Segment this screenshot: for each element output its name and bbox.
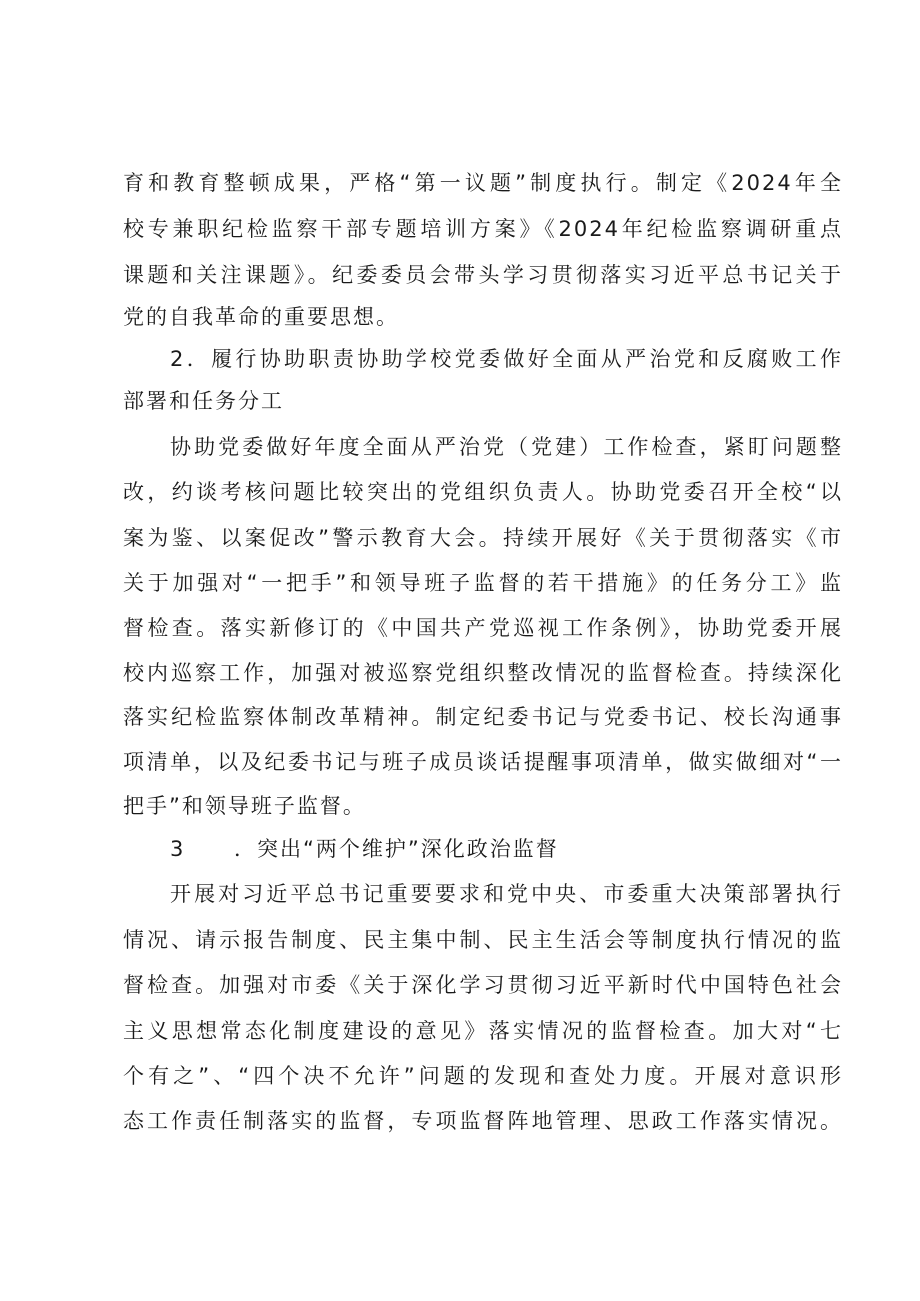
paragraph-3-line-5: 个有之”、“四个决不允许”问题的发现和查处力度。开展对意识形 <box>123 1064 843 1088</box>
heading-2-line-1: 2．履行协助职责协助学校党委做好全面从严治党和反腐败工作 <box>170 347 843 371</box>
paragraph-1-line-1: 育和教育整顿成果，严格“第一议题”制度执行。制定《2024年全 <box>123 171 843 195</box>
paragraph-3-line-1: 开展对习近平总书记重要要求和党中央、市委重大决策部署执行 <box>170 882 843 906</box>
paragraph-3-line-3: 督检查。加强对市委《关于深化学习贯彻习近平新时代中国特色社会 <box>123 973 843 997</box>
paragraph-2-line-1: 协助党委做好年度全面从严治党（党建）工作检查，紧盯问题整 <box>170 435 843 459</box>
heading-2-line-2: 部署和任务分工 <box>123 389 284 413</box>
paragraph-2-line-4: 关于加强对“一把手”和领导班子监督的若干措施》的任务分工》监 <box>123 571 843 595</box>
heading-3 <box>170 829 890 869</box>
paragraph-3-line-2: 情况、请示报告制度、民主集中制、民主生活会等制度执行情况的监 <box>123 928 843 952</box>
heading-3-text: ．突出“两个维护”深化政治监督 <box>234 837 559 861</box>
paragraph-2-line-5: 督检查。落实新修订的《中国共产党巡视工作条例》，协助党委开展 <box>123 616 843 640</box>
paragraph-1-line-3: 课题和关注课题》。纪委委员会带头学习贯彻落实习近平总书记关于 <box>123 263 843 287</box>
paragraph-2-line-3: 案为鉴、以案促改”警示教育大会。持续开展好《关于贯彻落实《市 <box>123 526 843 550</box>
paragraph-2-line-8: 项清单，以及纪委书记与班子成员谈话提醒事项清单，做实做细对“一 <box>123 750 843 774</box>
paragraph-2-line-6: 校内巡察工作，加强对被巡察党组织整改情况的监督检查。持续深化 <box>123 661 843 685</box>
paragraph-1-line-4: 党的自我革命的重要思想。 <box>123 305 399 329</box>
heading-3-number: 3 <box>170 837 186 861</box>
paragraph-3-line-4: 主义思想常态化制度建设的意见》落实情况的监督检查。加大对“七 <box>123 1019 843 1043</box>
paragraph-3-line-6: 态工作责任制落实的监督，专项监督阵地管理、思政工作落实情况。 <box>123 1109 843 1133</box>
paragraph-2-line-2: 改，约谈考核问题比较突出的党组织负责人。协助党委召开全校“以 <box>123 480 843 504</box>
paragraph-2-line-9: 把手”和领导班子监督。 <box>123 794 366 818</box>
paragraph-2-line-7: 落实纪检监察体制改革精神。制定纪委书记与党委书记、校长沟通事 <box>123 705 843 729</box>
paragraph-1-line-2: 校专兼职纪检监察干部专题培训方案》《2024年纪检监察调研重点 <box>123 217 843 241</box>
